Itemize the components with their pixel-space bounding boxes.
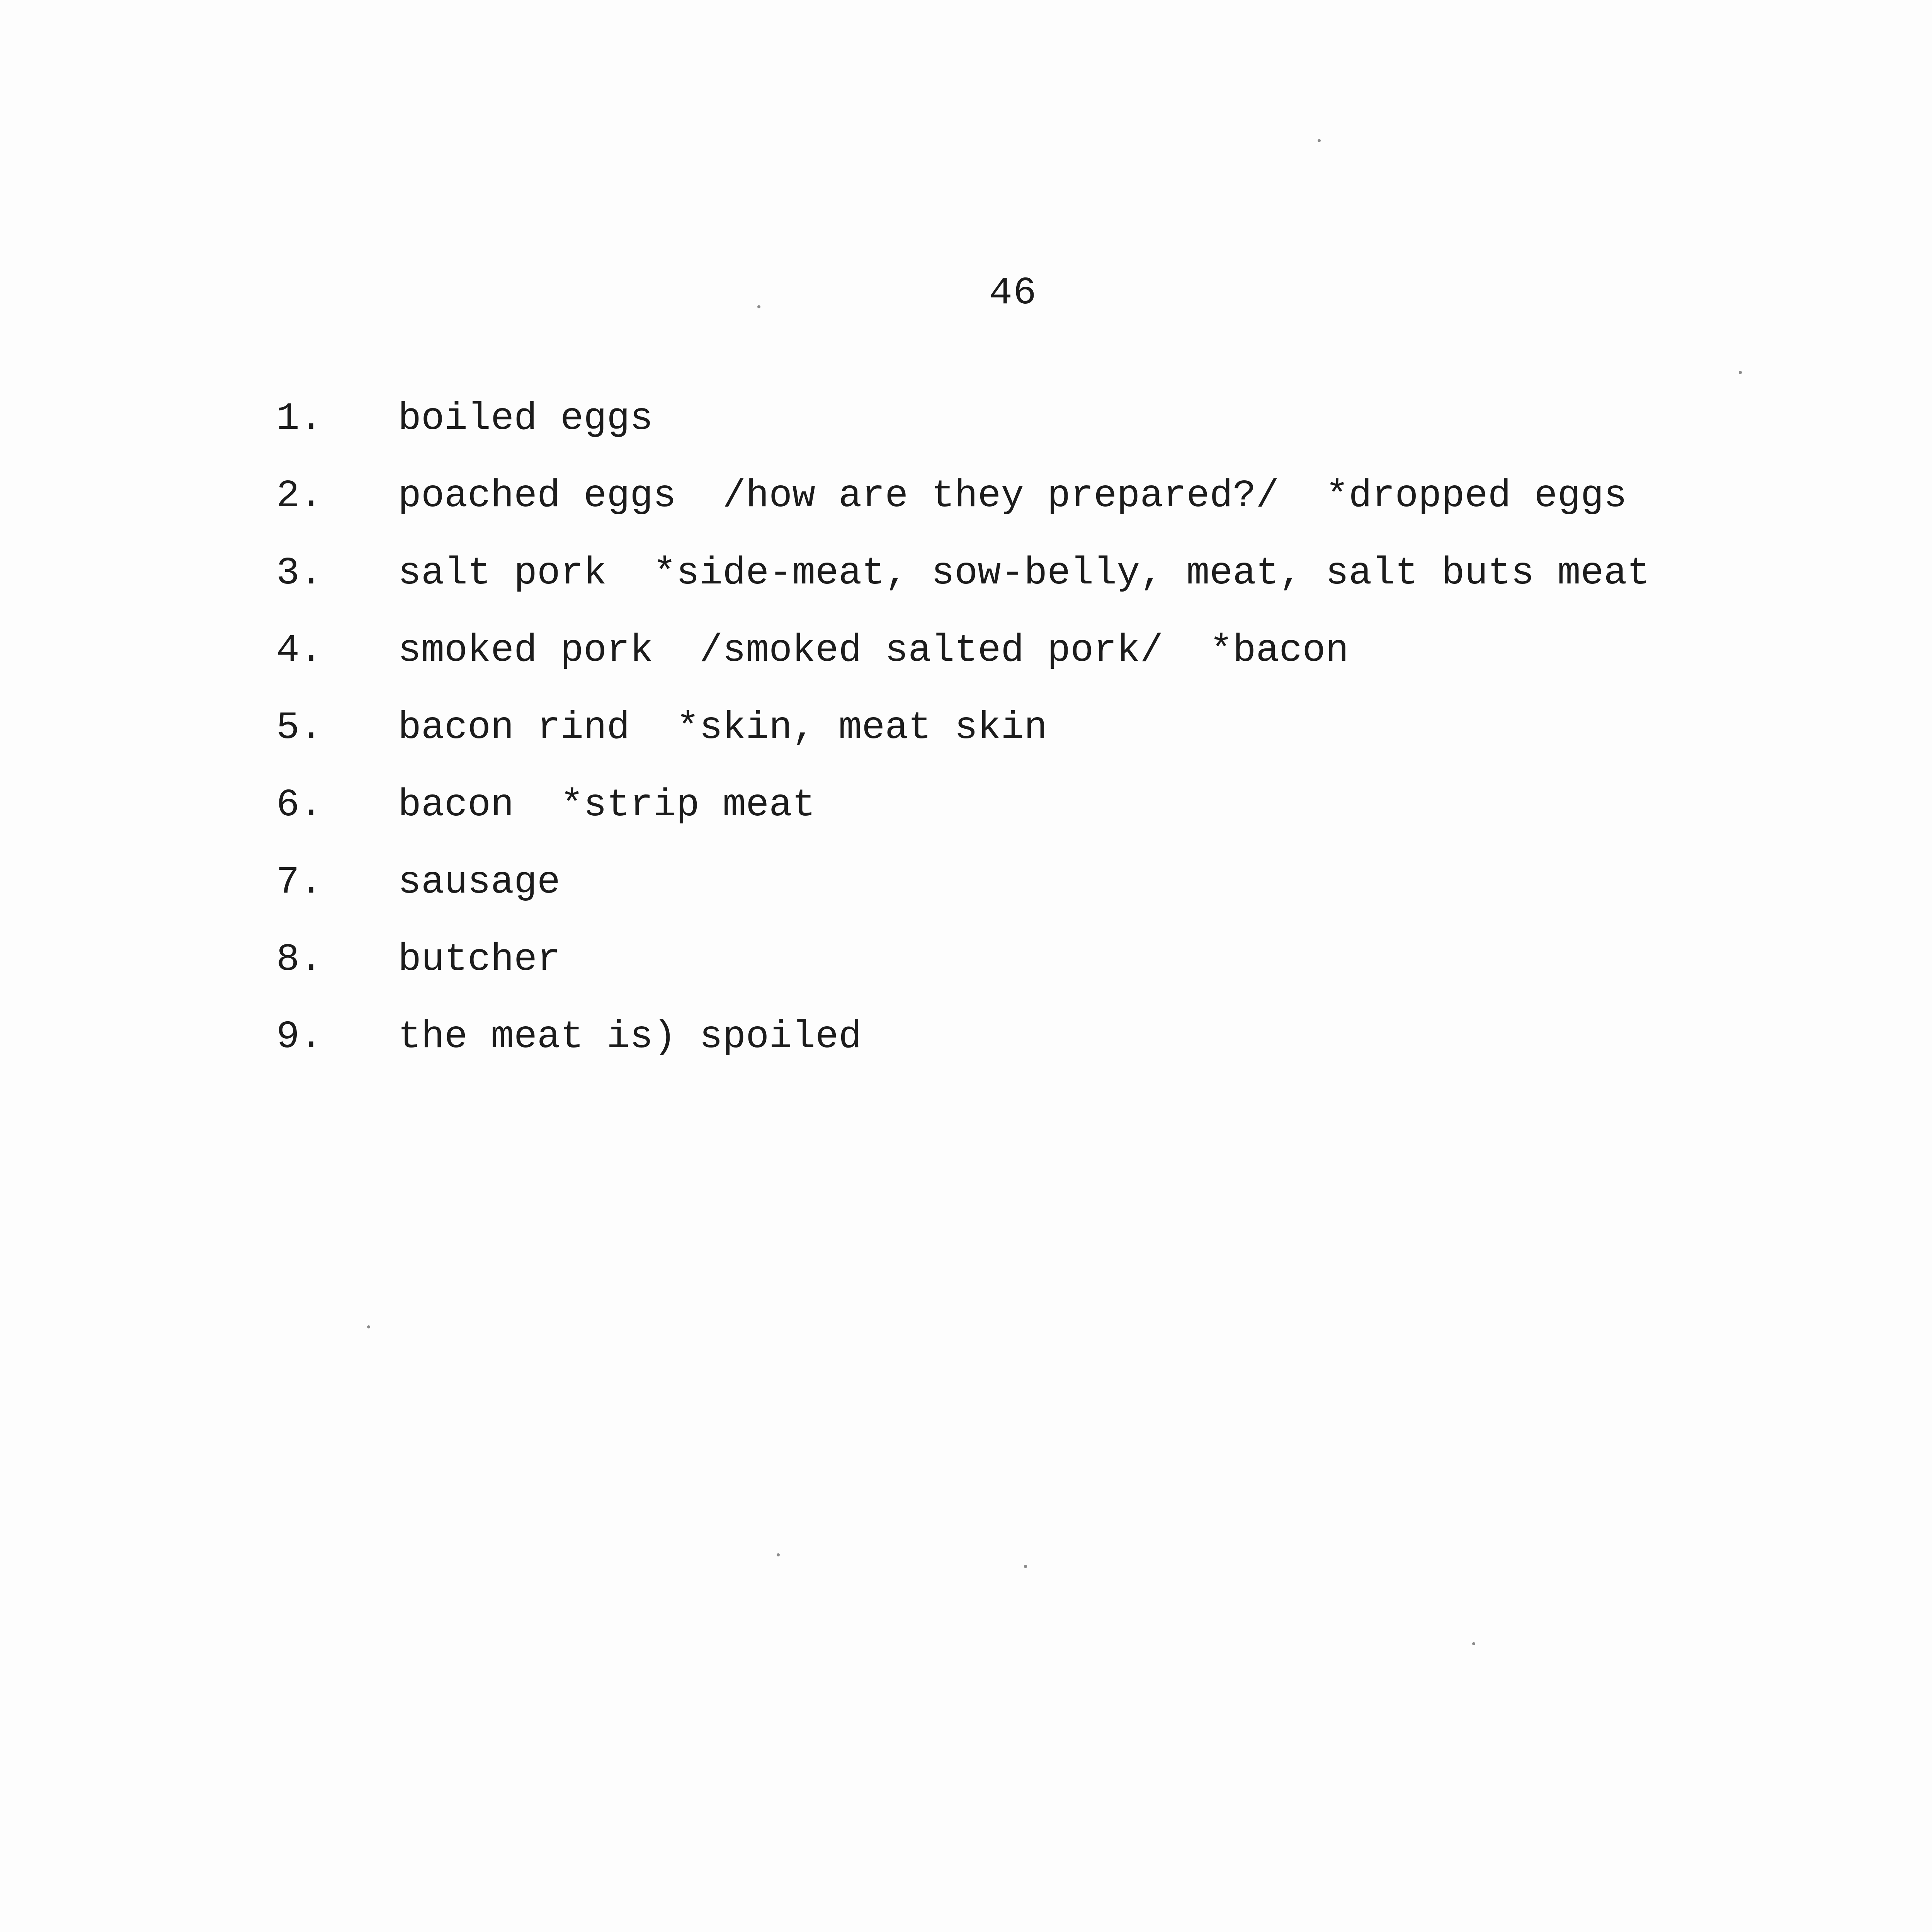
list-item — [0, 549, 1932, 599]
scan-speck — [1024, 1565, 1027, 1568]
scan-speck — [777, 1553, 780, 1556]
entry-number: 5. — [276, 706, 323, 750]
list-item — [0, 858, 1932, 908]
page-number: 46 — [989, 272, 1037, 315]
scan-speck — [367, 1325, 370, 1328]
entry-number: 8. — [276, 938, 323, 982]
entry-text: bacon rind *skin, meat skin — [398, 706, 1048, 750]
entry-number: 6. — [276, 784, 323, 827]
entry-text: sausage — [398, 861, 561, 905]
entry-number: 2. — [276, 474, 323, 518]
list-item — [0, 703, 1932, 753]
entry-text: salt pork *side-meat, sow-belly, meat, salt buts meat — [398, 552, 1650, 595]
entry-text: poached eggs /how are they prepared?/ *dropped eggs — [398, 474, 1627, 518]
entry-text: boiled eggs — [398, 397, 653, 441]
entry-number: 3. — [276, 552, 323, 595]
entry-text: butcher — [398, 938, 561, 982]
scan-speck — [1472, 1642, 1475, 1645]
list-item — [0, 626, 1932, 676]
entry-text: bacon *strip meat — [398, 784, 816, 827]
scan-speck — [757, 305, 760, 308]
entry-number: 1. — [276, 397, 323, 441]
list-item — [0, 1012, 1932, 1063]
list-item — [0, 781, 1932, 831]
entry-number: 9. — [276, 1015, 323, 1059]
list-item — [0, 394, 1932, 444]
entry-number: 4. — [276, 629, 323, 673]
entry-number: 7. — [276, 861, 323, 905]
list-item — [0, 471, 1932, 522]
list-item — [0, 935, 1932, 985]
entry-text: the meat is) spoiled — [398, 1015, 862, 1059]
scan-speck — [1318, 139, 1321, 142]
entry-text: smoked pork /smoked salted pork/ *bacon — [398, 629, 1349, 673]
scan-speck — [1739, 371, 1742, 374]
